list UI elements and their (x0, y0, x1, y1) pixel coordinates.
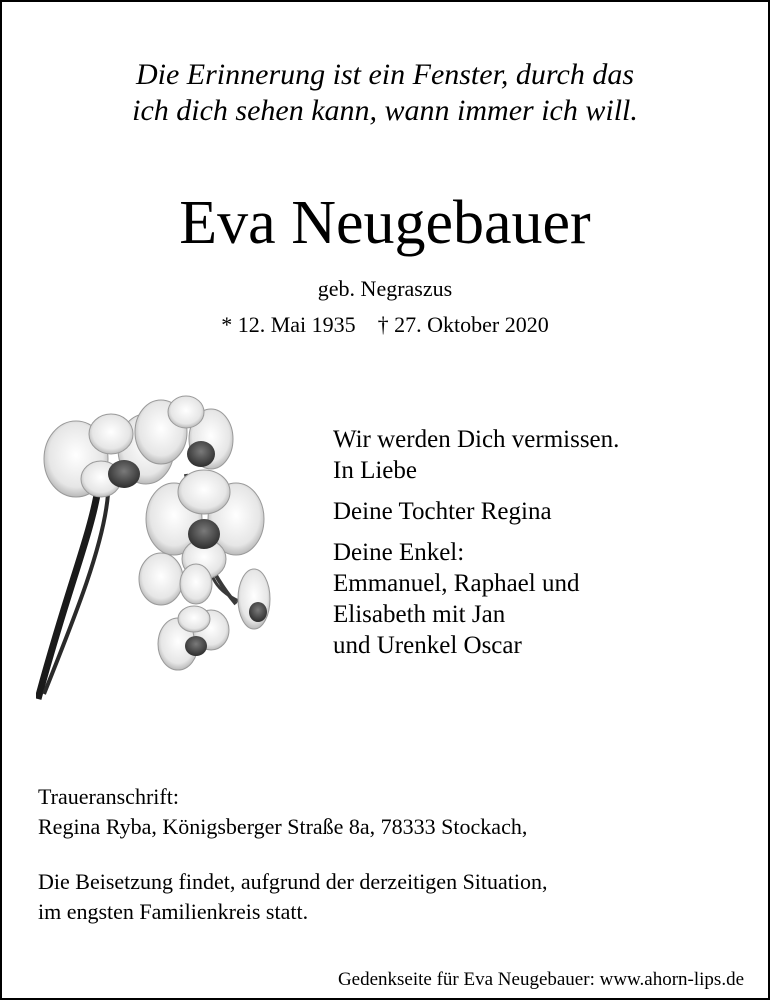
memorial-page-link[interactable]: Gedenkseite für Eva Neugebauer: www.ahorn-lips.de (337, 969, 744, 990)
burial-notice (38, 867, 548, 927)
burial-line-1: Die Beisetzung findet, aufgrund der derzeitigen Situation, (38, 869, 548, 894)
birth-name: geb. Negraszus (317, 276, 453, 301)
daughter-line: Deine Tochter Regina (333, 498, 552, 525)
great-grandchild-line: und Urenkel Oscar (333, 632, 522, 659)
life-dates (2, 311, 768, 339)
deceased-name: Eva Neugebauer (179, 189, 591, 257)
address-value: Regina Ryba, Königsberger Straße 8a, 78333 Stockach, (38, 814, 528, 839)
daughter-block (333, 496, 619, 527)
memorial-quote (2, 57, 768, 129)
grandchildren-label: Deine Enkel: (333, 539, 465, 566)
mourners-block (333, 424, 619, 671)
grandchildren-line-2: Elisabeth mit Jan (333, 601, 506, 628)
death-date: † 27. Oktober 2020 (377, 312, 549, 337)
quote-line-2: ich dich sehen kann, wann immer ich will. (132, 94, 638, 127)
farewell-block (333, 424, 619, 486)
farewell-line-2: In Liebe (333, 457, 417, 484)
farewell-line-1: Wir werden Dich vermissen. (333, 426, 620, 453)
grandchildren-block (333, 537, 619, 661)
mourning-address (38, 782, 527, 842)
burial-line-2: im engsten Familienkreis statt. (38, 899, 309, 924)
birth-date: * 12. Mai 1935 (221, 312, 356, 337)
address-label: Traueranschrift: (38, 784, 179, 809)
orchid-icon (36, 394, 296, 704)
grandchildren-line-1: Emmanuel, Raphael und (333, 570, 580, 597)
quote-line-1: Die Erinnerung ist ein Fenster, durch das (135, 58, 634, 91)
